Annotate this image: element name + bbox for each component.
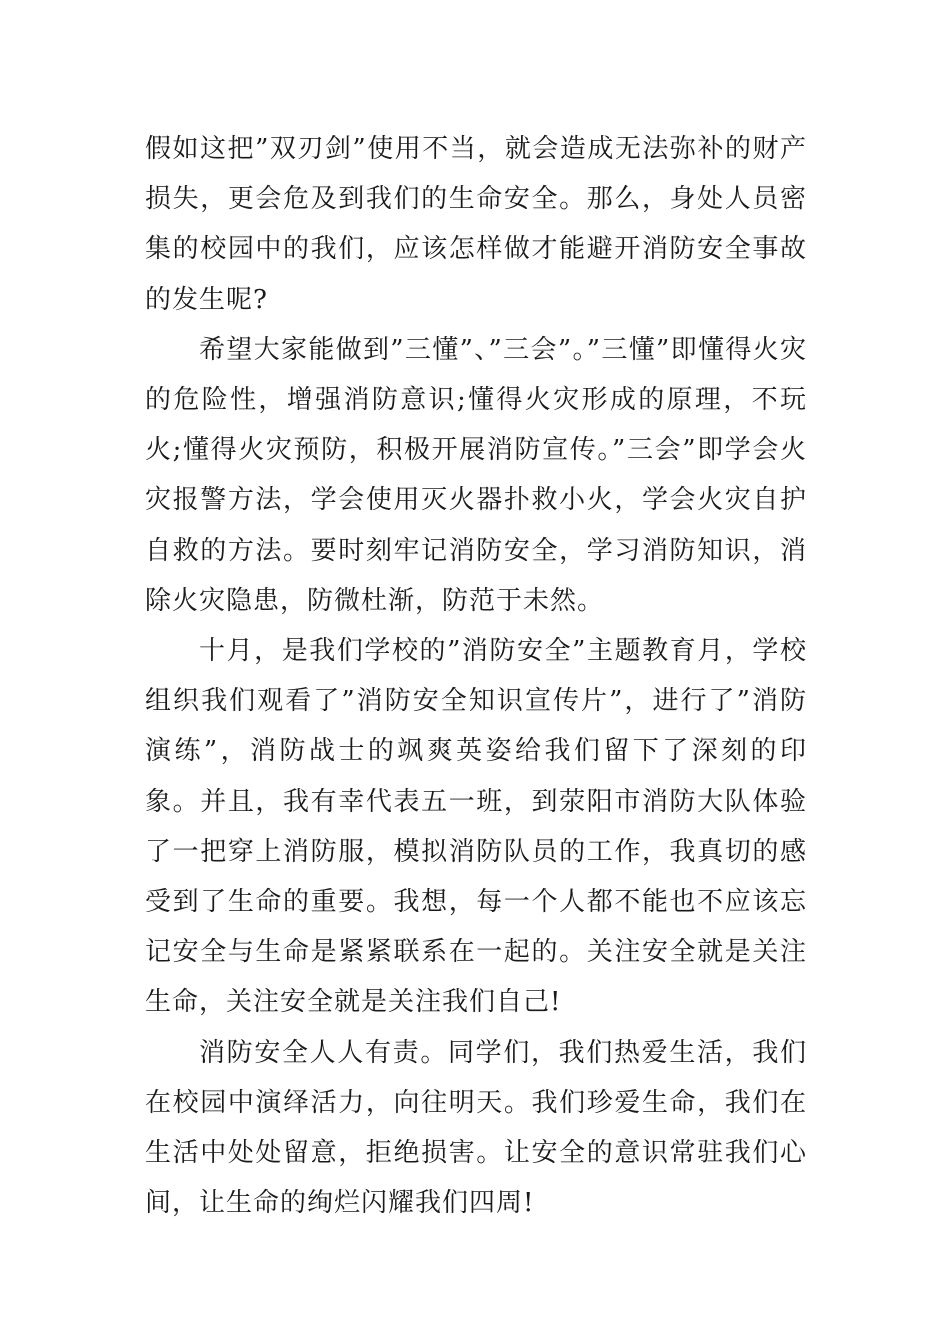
document-body	[145, 124, 807, 1228]
paragraph-1: 假如这把”双刃剑”使用不当，就会造成无法弥补的财产损失，更会危及到我们的生命安全。那么，身处人员密集的校园中的我们，应该怎样做才能避开消防安全事故的发生呢?	[145, 134, 807, 315]
paragraph-2: 希望大家能做到”三懂”、”三会”。”三懂”即懂得火灾的危险性，增强消防意识;懂得火灾形成的原理，不玩火;懂得火灾预防，积极开展消防宣传。”三会”即学会火灾报警方法，学会使用灭火器扑救小火，学会火灾自护自救的方法。要时刻牢记消防安全，学习消防知识，消除火灾隐患，防微杜渐，防范于未然。	[145, 334, 807, 616]
paragraph-3: 十月，是我们学校的”消防安全”主题教育月，学校组织我们观看了”消防安全知识宣传片”，进行了”消防演练”，消防战士的飒爽英姿给我们留下了深刻的印象。并且，我有幸代表五一班，到荥阳市消防大队体验了一把穿上消防服，模拟消防队员的工作，我真切的感受到了生命的重要。我想，每一个人都不能也不应该忘记安全与生命是紧紧联系在一起的。关注安全就是关注生命，关注安全就是关注我们自己!	[145, 636, 807, 1018]
paragraph-4: 消防安全人人有责。同学们，我们热爱生活，我们在校园中演绎活力，向往明天。我们珍爱生命，我们在生活中处处留意，拒绝损害。让安全的意识常驻我们心间，让生命的绚烂闪耀我们四周!	[145, 1037, 807, 1219]
